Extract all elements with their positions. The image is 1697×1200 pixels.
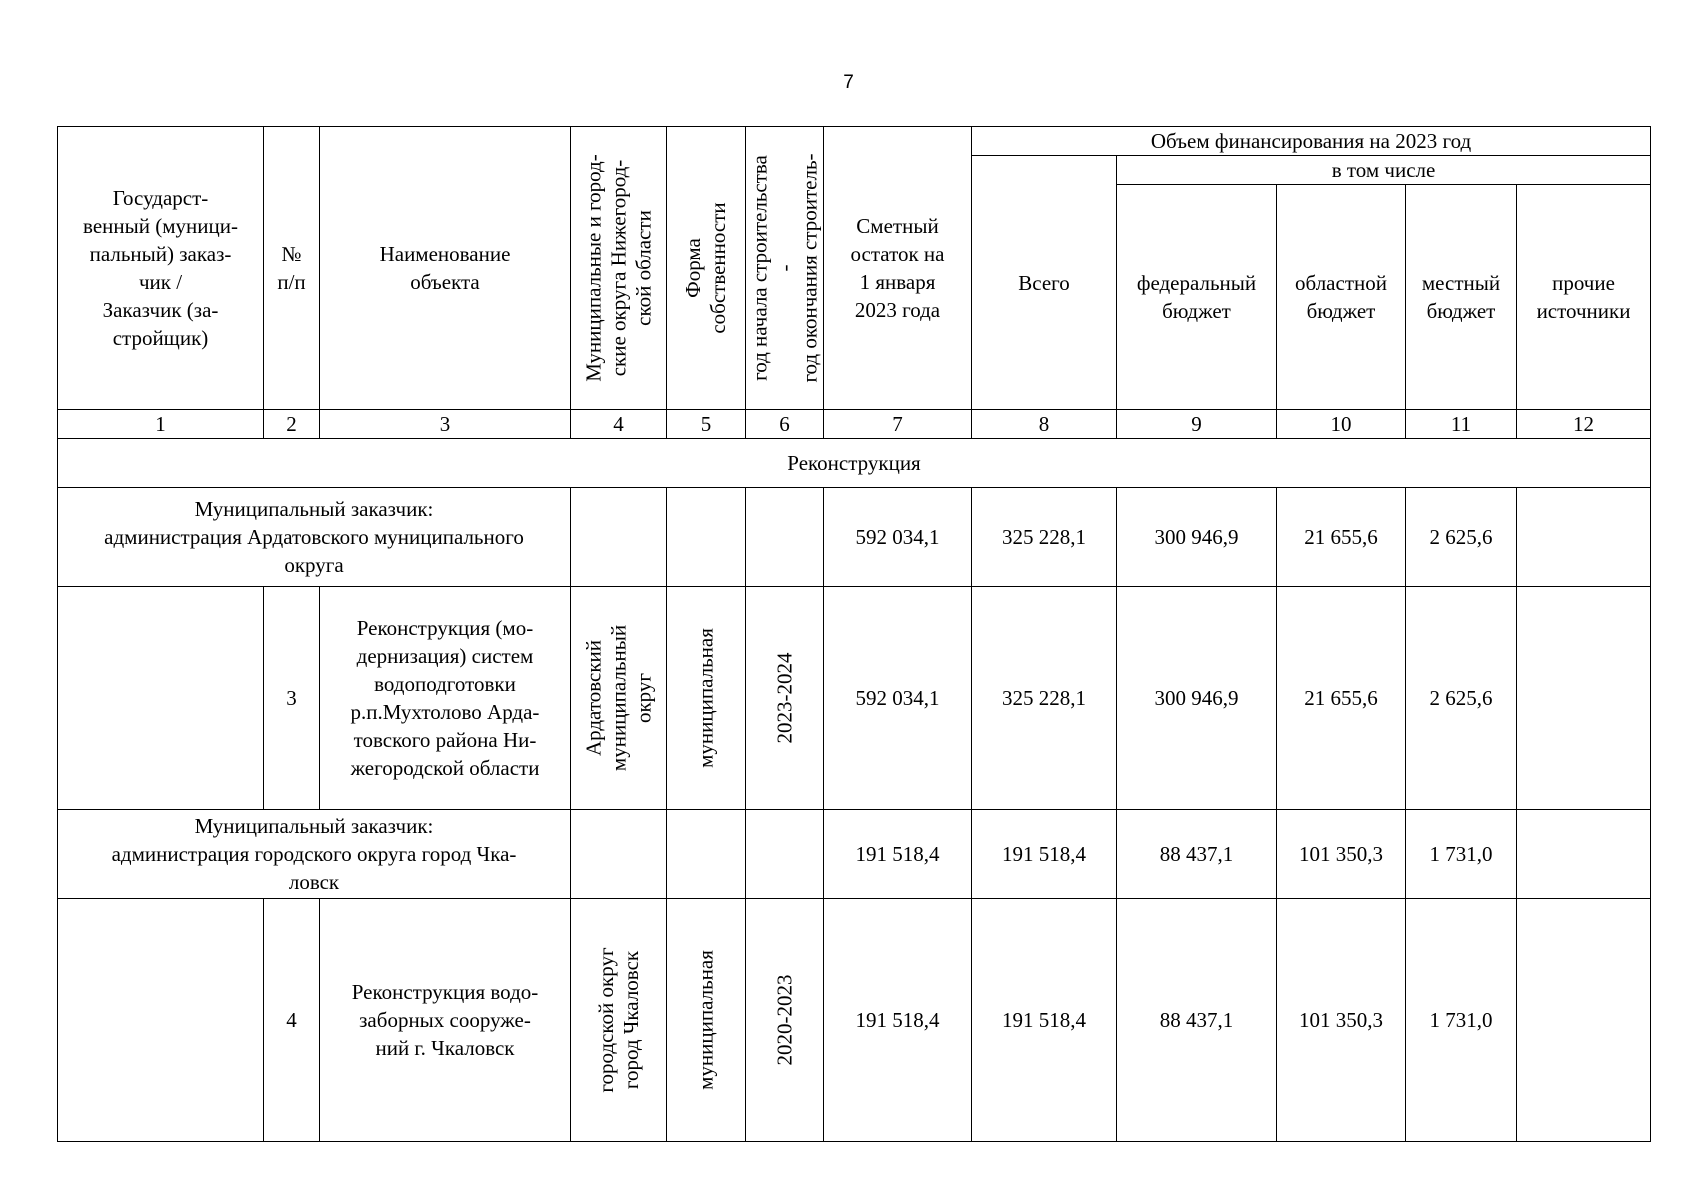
local-value: 2 625,6	[1406, 587, 1517, 810]
empty-cell	[746, 488, 824, 587]
federal-value: 88 437,1	[1117, 899, 1277, 1142]
federal-value: 300 946,9	[1117, 587, 1277, 810]
total-value: 325 228,1	[972, 587, 1117, 810]
customer-name: Муниципальный заказчик: администрация городского округа город Чка- ловск	[58, 810, 571, 899]
other-value	[1517, 899, 1651, 1142]
estimate-value: 191 518,4	[824, 810, 972, 899]
object-row	[58, 899, 1651, 1142]
column-number: 10	[1277, 410, 1406, 439]
financing-table	[57, 126, 1651, 1142]
estimate-value: 592 034,1	[824, 587, 972, 810]
column-number: 9	[1117, 410, 1277, 439]
regional-value: 21 655,6	[1277, 488, 1406, 587]
header-customer: Государст- венный (муници- пальный) заказ- чик / Заказчик (за- стройщик)	[58, 127, 264, 410]
empty-cell	[667, 488, 746, 587]
header-including: в том числе	[1117, 156, 1651, 185]
column-number: 5	[667, 410, 746, 439]
column-number: 7	[824, 410, 972, 439]
object-municipality: городской округ город Чкаловск	[571, 899, 667, 1142]
column-number: 2	[264, 410, 320, 439]
total-value: 191 518,4	[972, 899, 1117, 1142]
header-regional: областной бюджет	[1277, 185, 1406, 410]
header-federal: федеральный бюджет	[1117, 185, 1277, 410]
section-title: Реконструкция	[58, 439, 1651, 488]
regional-value: 101 350,3	[1277, 810, 1406, 899]
empty-cell	[58, 899, 264, 1142]
section-row	[58, 439, 1651, 488]
object-ownership: муниципальная	[667, 899, 746, 1142]
object-name: Реконструкция водо- заборных сооруже- ний г. Чкаловск	[320, 899, 571, 1142]
regional-value: 21 655,6	[1277, 587, 1406, 810]
header-years: год начала строительства - год окончания строитель-	[746, 127, 824, 410]
header-other: прочие источники	[1517, 185, 1651, 410]
header-object-name: Наименование объекта	[320, 127, 571, 410]
header-funding-group: Объем финансирования на 2023 год	[972, 127, 1651, 156]
empty-cell	[746, 810, 824, 899]
federal-value: 88 437,1	[1117, 810, 1277, 899]
customer-row	[58, 488, 1651, 587]
local-value: 1 731,0	[1406, 810, 1517, 899]
header-local: местный бюджет	[1406, 185, 1517, 410]
empty-cell	[571, 810, 667, 899]
customer-row	[58, 810, 1651, 899]
object-municipality: Ардатовский муниципальный округ	[571, 587, 667, 810]
column-number: 1	[58, 410, 264, 439]
object-num: 3	[264, 587, 320, 810]
object-years: 2020-2023	[746, 899, 824, 1142]
total-value: 191 518,4	[972, 810, 1117, 899]
other-value	[1517, 810, 1651, 899]
column-number: 11	[1406, 410, 1517, 439]
column-number: 8	[972, 410, 1117, 439]
federal-value: 300 946,9	[1117, 488, 1277, 587]
local-value: 1 731,0	[1406, 899, 1517, 1142]
header-estimate: Сметный остаток на 1 января 2023 года	[824, 127, 972, 410]
object-years: 2023-2024	[746, 587, 824, 810]
total-value: 325 228,1	[972, 488, 1117, 587]
header-total: Всего	[972, 156, 1117, 410]
header-num: № п/п	[264, 127, 320, 410]
header-ownership: Форма собственности	[667, 127, 746, 410]
object-num: 4	[264, 899, 320, 1142]
empty-cell	[571, 488, 667, 587]
estimate-value: 592 034,1	[824, 488, 972, 587]
page-number: 7	[843, 72, 854, 93]
column-number: 6	[746, 410, 824, 439]
column-number: 12	[1517, 410, 1651, 439]
regional-value: 101 350,3	[1277, 899, 1406, 1142]
column-number: 4	[571, 410, 667, 439]
header-row-1	[58, 127, 1651, 156]
column-number-row	[58, 410, 1651, 439]
empty-cell	[667, 810, 746, 899]
empty-cell	[58, 587, 264, 810]
object-ownership: муниципальная	[667, 587, 746, 810]
header-municipalities: Муниципальные и город- ские округа Нижегород- ской области	[571, 127, 667, 410]
other-value	[1517, 587, 1651, 810]
local-value: 2 625,6	[1406, 488, 1517, 587]
object-name: Реконструкция (мо- дернизация) систем водоподготовки р.п.Мухтолово Арда- товского района Ни- жегородской области	[320, 587, 571, 810]
object-row	[58, 587, 1651, 810]
estimate-value: 191 518,4	[824, 899, 972, 1142]
column-number: 3	[320, 410, 571, 439]
other-value	[1517, 488, 1651, 587]
customer-name: Муниципальный заказчик: администрация Ардатовского муниципального округа	[58, 488, 571, 587]
